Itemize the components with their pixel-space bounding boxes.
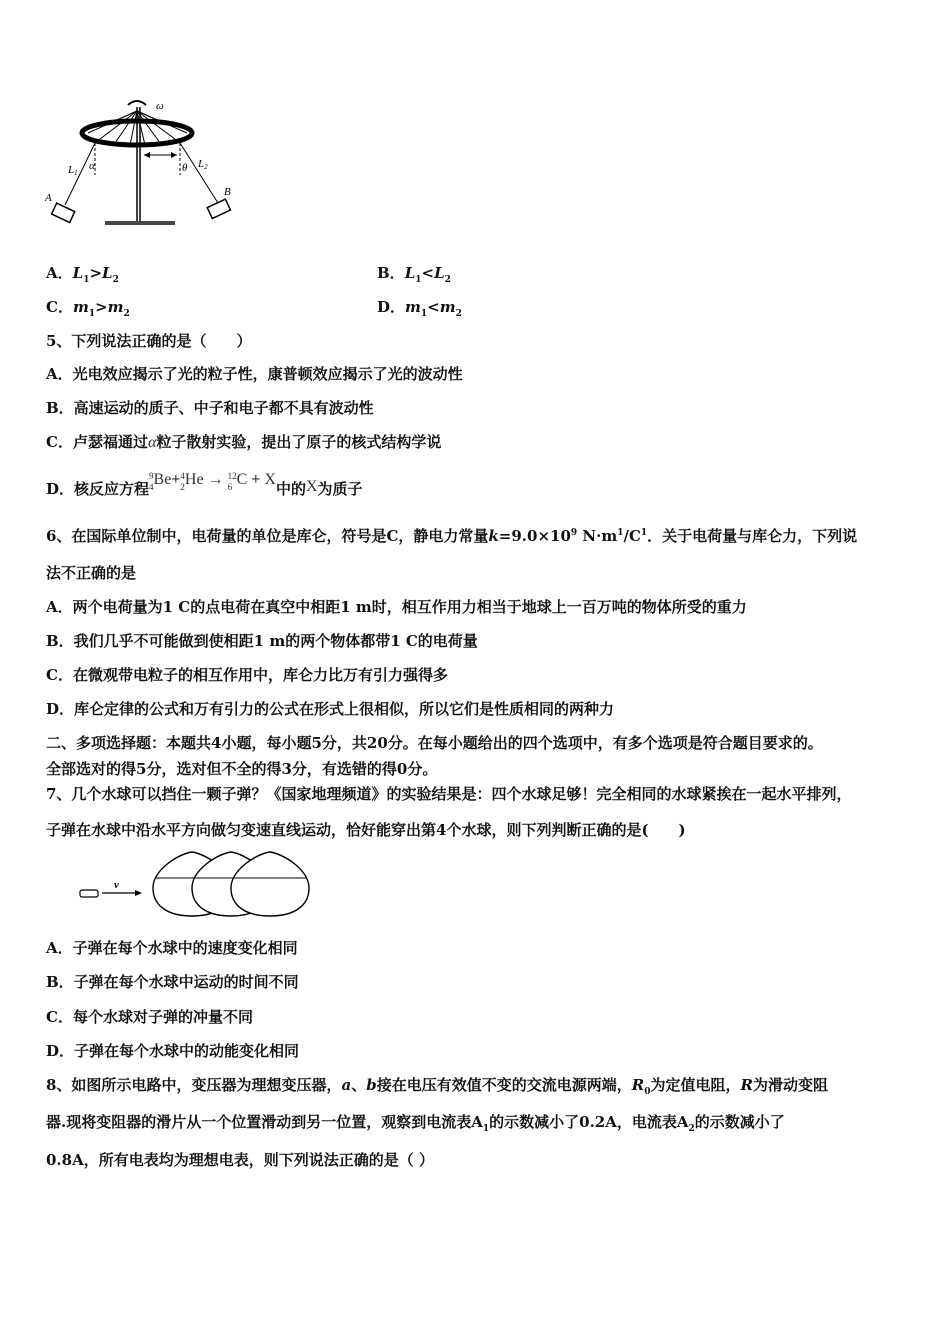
velocity-label: v [114, 879, 119, 891]
q4-option-c: C．$m_1>m_2$ [46, 298, 130, 319]
q4-option-b: B．$L_1<L_2$ [377, 264, 451, 285]
q5-option-c: C．卢瑟福通过α粒子散射实验，提出了原子的核式结构学说 [46, 433, 442, 451]
alpha-symbol: α [147, 434, 157, 451]
section2-heading: 二、多项选择题：本题共4小题，每小题5分，共20分。在每小题给出的四个选项中，有多个选项是符合题目要求的。 [46, 734, 823, 752]
q5-option-d: D．核反应方程 9 4 Be+ 4 2 He → 12 6 C + X中的X为质子 [46, 471, 363, 498]
q6-option-d: D．库仑定律的公式和万有引力的公式在形式上很相似，所以它们是性质相同的两种力 [46, 700, 615, 718]
q7-option-c: C．每个水球对子弹的冲量不同 [46, 1008, 253, 1026]
b-label: B [224, 186, 231, 198]
water-balloons-figure [78, 848, 318, 920]
q6-option-c: C．在微观带电粒子的相互作用中，库仑力比万有引力强得多 [46, 666, 448, 684]
q7-stem: 7、几个水球可以挡住一颗子弹？《国家地理频道》的实验结果是：四个水球足够！完全相同的水球紧挨在一起水平排列， [46, 785, 852, 803]
a-label: A [45, 192, 52, 204]
q7-stem-cont: 子弹在水球中沿水平方向做匀变速直线运动，恰好能穿出第4个水球，则下列判断正确的是( ) [46, 821, 686, 839]
alpha-label: α [89, 160, 95, 172]
q7-option-a: A．子弹在每个水球中的速度变化相同 [46, 939, 298, 957]
l1-label: L1 [68, 164, 78, 177]
q6-stem-cont: 法不正确的是 [46, 564, 137, 582]
q6-option-a: A．两个电荷量为1 C的点电荷在真空中相距1 m时，相互作用力相当于地球上一百万吨的物体所受的重力 [46, 598, 747, 616]
q4-option-a: A．$L_1>L_2$ [46, 264, 119, 285]
q6-option-b: B．我们几乎不可能做到使相距1 m的两个物体都带1 C的电荷量 [46, 632, 478, 650]
q7-option-b: B．子弹在每个水球中运动的时间不同 [46, 973, 299, 991]
l2-label: L2 [198, 158, 208, 171]
q5-stem: 5、下列说法正确的是（ ） [46, 332, 252, 350]
nuclear-equation: 9 4 Be+ 4 2 He → 12 6 C + X [149, 471, 276, 492]
q6-stem: 6、在国际单位制中，电荷量的单位是库仑，符号是C，静电力常量$k=9.0\times 10^9$ $N\cdot m^1/C^1$．关于电荷量与库仑力，下列说 [46, 527, 858, 545]
section2-note: 全部选对的得5分，选对但不全的得3分，有选错的得0分。 [46, 760, 438, 778]
q8-stem-cont2: 0.8A，所有电表均为理想电表，则下列说法正确的是（ ） [46, 1151, 434, 1169]
omega-label: ω [156, 100, 164, 112]
q4-option-d: D．$m_1<m_2$ [377, 298, 462, 319]
q7-option-d: D．子弹在每个水球中的动能变化相同 [46, 1042, 300, 1060]
q5-option-a: A．光电效应揭示了光的粒子性，康普顿效应揭示了光的波动性 [46, 365, 463, 383]
q8-stem: 8、如图所示电路中，变压器为理想变压器，a、b接在电压有效值不变的交流电源两端，$R_0$为定值电阻，R为滑动变阻 [46, 1076, 828, 1097]
theta-label: θ [182, 162, 188, 174]
rotating-swing-figure [40, 95, 250, 235]
q8-stem-cont: 器.现将变阻器的滑片从一个位置滑动到另一位置，观察到电流表$A_1$的示数减小了0.2A，电流表$A_2$的示数减小了 [46, 1113, 785, 1134]
q5-option-b: B．高速运动的质子、中子和电子都不具有波动性 [46, 399, 374, 417]
